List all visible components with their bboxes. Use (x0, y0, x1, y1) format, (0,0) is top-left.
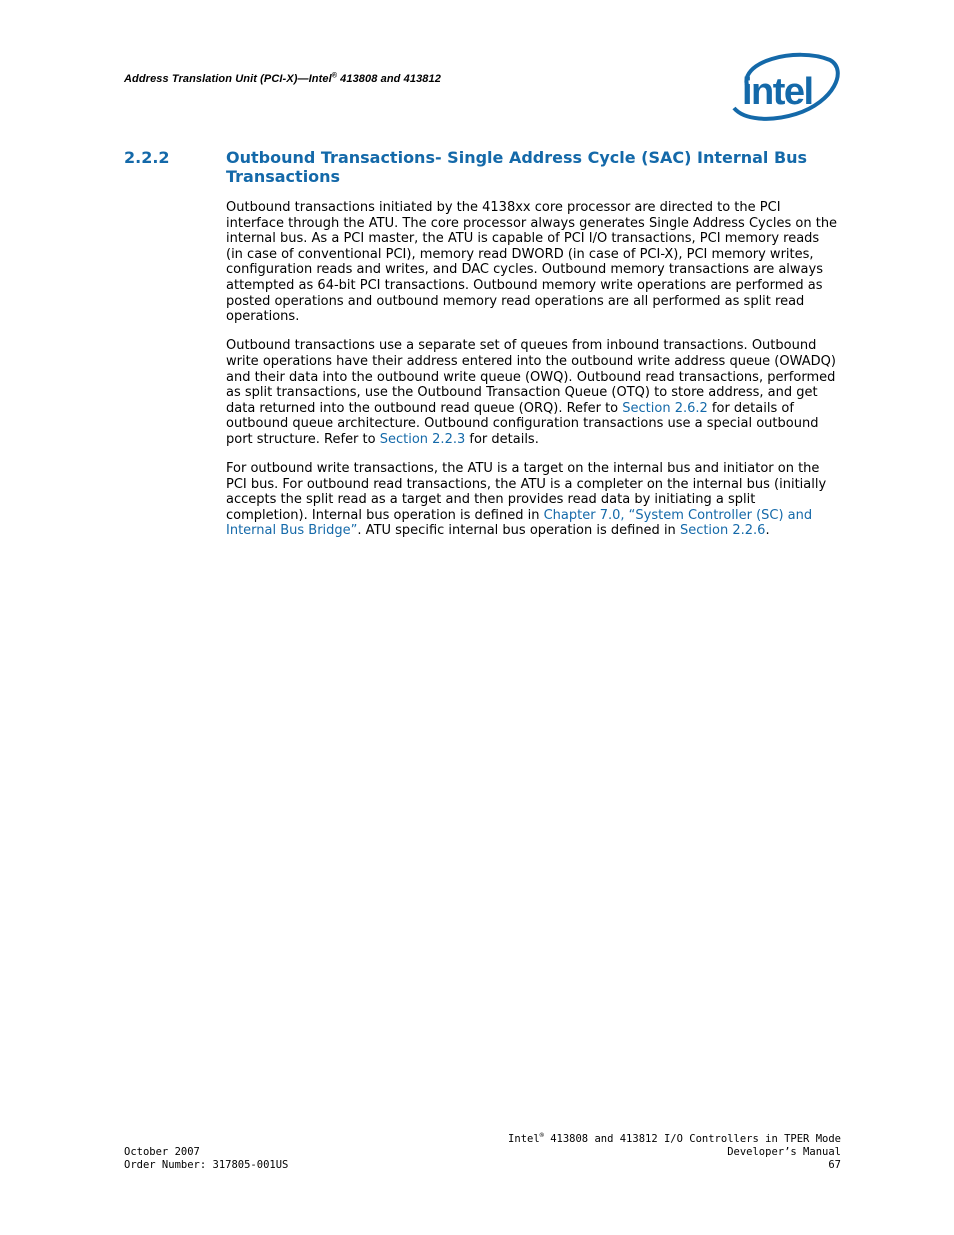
running-header-prefix: Address Translation Unit (PCI-X)—Intel (124, 73, 332, 85)
body-text (226, 200, 840, 553)
paragraph-2-text-b: for details of outbound queue architecture. Outbound configuration transactions use a special outbound port structure. Refer to (226, 400, 819, 447)
link-section-2-2-6[interactable]: Section 2.2.6 (679, 523, 766, 539)
footer-product-prefix: Intel (508, 1133, 540, 1145)
footer-order-number: Order Number: 317805-001US (124, 1159, 289, 1171)
footer-manual: Developer’s Manual (727, 1146, 841, 1158)
paragraph-3 (226, 461, 840, 539)
footer-product-line (508, 1133, 841, 1146)
paragraph-3-text-b: . ATU specific internal bus operation is defined in (357, 523, 680, 539)
running-header-suffix: 413808 and 413812 (337, 73, 441, 85)
intel-logo (726, 50, 842, 126)
footer-product-suffix: 413808 and 413812 I/O Controllers in TPER Mode (543, 1133, 841, 1145)
footer-registered-mark: ® (539, 1131, 544, 1140)
paragraph-3-text-c: . (765, 523, 770, 539)
link-chapter-7-0[interactable]: Chapter 7.0, “System Controller (SC) and Internal Bus Bridge” (226, 507, 813, 539)
link-section-2-6-2[interactable]: Section 2.6.2 (622, 400, 708, 416)
footer-page-number: 67 (828, 1159, 841, 1171)
registered-mark: ® (331, 72, 337, 80)
paragraph-2 (226, 338, 840, 447)
footer-left (124, 1146, 288, 1172)
section-number: 2.2.2 (124, 148, 170, 167)
section-title: Outbound Transactions- Single Address Cycle (SAC) Internal Bus Transactions (226, 148, 808, 186)
running-header (124, 73, 441, 85)
paragraph-2-text-c: for details. (465, 431, 539, 447)
paragraph-1: Outbound transactions initiated by the 4138xx core processor are directed to the PCI interface through the ATU. The core processor always generates Single Address Cycles on the internal bus. As a PCI master, the ATU is capable of PCI I/O transactions, PCI memory reads (in case of conventional PCI), memory read DWORD (in case of PCI-X), PCI memory writes, configuration reads and writes, and DAC cycles. Outbound memory transactions are always attempted as 64-bit PCI transactions. Outbound memory write operations are performed as posted operations and outbound memory read operations are all performed as split read operations. (226, 200, 838, 325)
footer-right (508, 1133, 841, 1172)
paragraph-3-text-a: For outbound write transactions, the ATU is a target on the internal bus and initiator on the PCI bus. For outbound read transactions, the ATU is a completer on the internal bus (initially accepts the split read as a target and then provides read data by initiating a split completion). Internal bus operation is defined in (226, 461, 827, 523)
logo-wordmark: intel (742, 71, 813, 113)
paragraph-2-text-a: Outbound transactions use a separate set of queues from inbound transactions. Outbound write operations have their address entered into the outbound write address queue (OWADQ) and their data into the outbound write queue (OWQ). Outbound read transactions, performed as split transactions, use the Outbound Transaction Queue (OTQ) to store address, and get data returned into the outbound read queue (ORQ). Refer to (226, 338, 836, 416)
link-section-2-2-3[interactable]: Section 2.2.3 (379, 431, 466, 447)
footer-date: October 2007 (124, 1146, 200, 1158)
